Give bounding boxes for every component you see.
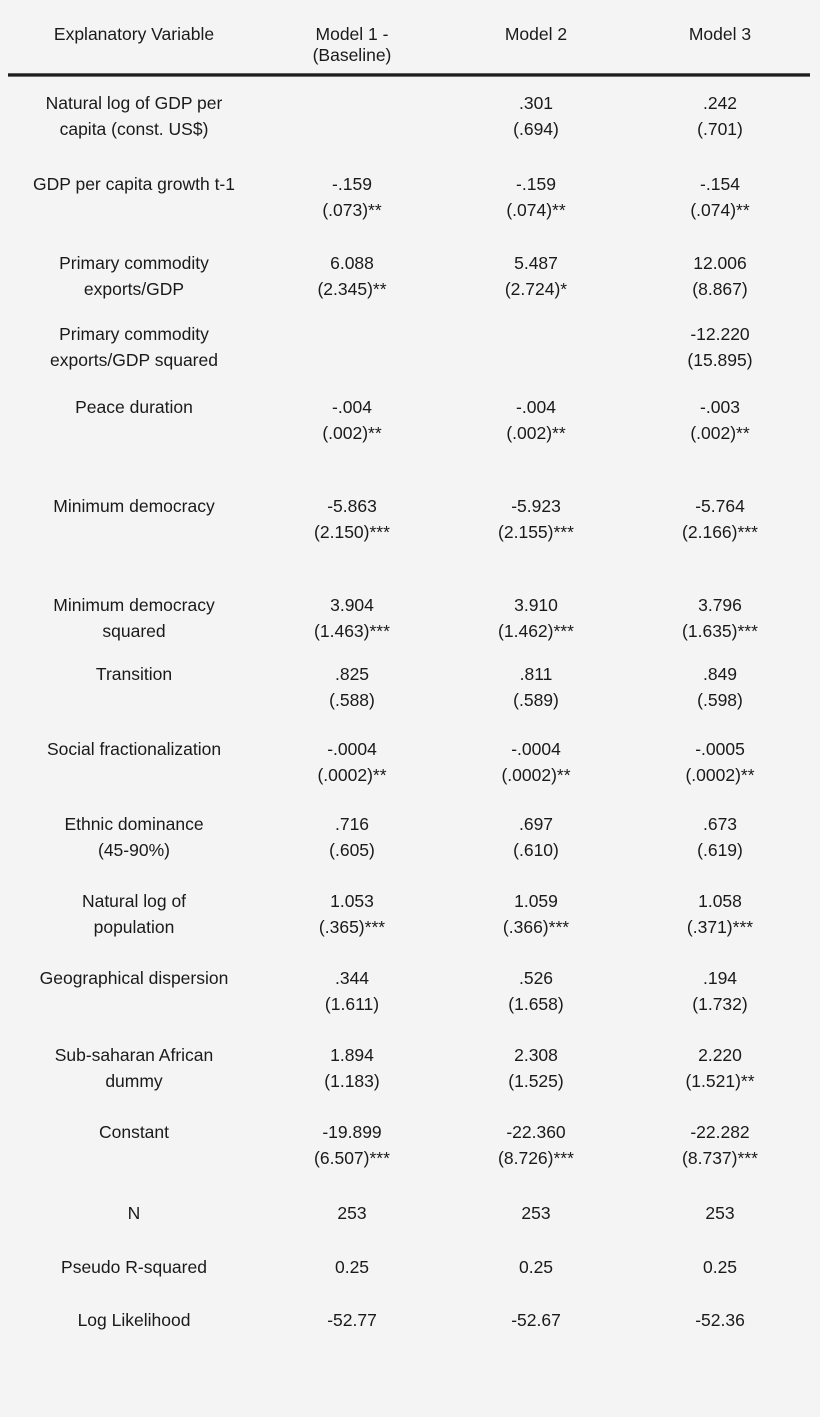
row-label-line1: Natural log of — [81, 891, 187, 911]
row-spacer — [8, 863, 812, 889]
coefficient-value: 1.059 — [514, 891, 558, 911]
cell-model3 — [628, 593, 812, 644]
row-label-line2: exports/GDP squared — [50, 349, 218, 370]
coefficient-value: 5.487 — [514, 253, 558, 273]
coefficient-value: 12.006 — [693, 253, 747, 273]
table-row — [8, 494, 812, 545]
row-spacer-cell — [8, 1094, 812, 1120]
column-header-model3 — [628, 0, 812, 72]
row-spacer — [8, 302, 812, 322]
coefficient-value: 6.088 — [330, 253, 374, 273]
cell-model1 — [260, 172, 444, 223]
cell-model1 — [260, 812, 444, 863]
row-label-line2: population — [93, 916, 175, 937]
coefficient-value: 1.053 — [330, 891, 374, 911]
standard-error-value: (.365)*** — [318, 916, 386, 937]
coefficient-value: -12.220 — [690, 324, 750, 344]
row-spacer-cell — [8, 713, 812, 737]
coefficient-value: -22.360 — [506, 1122, 566, 1142]
row-label-line1: Minimum democracy — [53, 496, 215, 516]
coefficient-value: -.0004 — [327, 739, 377, 759]
standard-error-value: (.619) — [697, 839, 743, 860]
table-row — [8, 1201, 812, 1227]
cell-model2 — [444, 1043, 628, 1094]
row-label — [8, 322, 260, 373]
row-label-line1: Transition — [95, 664, 173, 684]
coefficient-value: 3.910 — [514, 595, 558, 615]
row-label — [8, 91, 260, 142]
row-label — [8, 494, 260, 545]
cell-model1 — [260, 1255, 444, 1281]
row-spacer-cell — [8, 1171, 812, 1201]
row-label-line1: Constant — [98, 1122, 170, 1142]
row-spacer-cell — [8, 545, 812, 593]
cell-model2 — [444, 91, 628, 142]
row-label-line2: squared — [102, 620, 166, 641]
cell-model3 — [628, 1043, 812, 1094]
table-row — [8, 1043, 812, 1094]
coefficient-value: -.159 — [332, 174, 372, 194]
table-row — [8, 251, 812, 302]
row-spacer-cell — [8, 644, 812, 662]
row-spacer — [8, 373, 812, 395]
table-row — [8, 812, 812, 863]
table-row — [8, 966, 812, 1017]
cell-model3 — [628, 91, 812, 142]
standard-error-value: (.0002)** — [317, 764, 387, 785]
coefficient-value: .194 — [702, 968, 738, 988]
row-spacer — [8, 1094, 812, 1120]
cell-model2 — [444, 1201, 628, 1227]
coefficient-value: -.0004 — [511, 739, 561, 759]
coefficient-value: 3.904 — [330, 595, 374, 615]
coefficient-value: -19.899 — [322, 1122, 382, 1142]
coefficient-value: -.004 — [332, 397, 372, 417]
header-horizontal-rule — [8, 73, 810, 77]
standard-error-value: (.0002)** — [685, 764, 755, 785]
standard-error-value: (1.521)** — [685, 1070, 755, 1091]
row-label-line2: capita (const. US$) — [59, 118, 209, 139]
cell-model1 — [260, 1043, 444, 1094]
cell-model2 — [444, 737, 628, 788]
cell-model2 — [444, 889, 628, 940]
standard-error-value: (.002)** — [322, 422, 382, 443]
coefficient-value: 253 — [521, 1203, 551, 1223]
coefficient-value: -52.77 — [327, 1310, 377, 1330]
row-spacer-cell — [8, 863, 812, 889]
standard-error-value: (1.462)*** — [498, 620, 574, 641]
coefficient-value: -5.863 — [327, 496, 377, 516]
coefficient-value: .811 — [519, 664, 553, 684]
standard-error-value: (.701) — [697, 118, 743, 139]
row-label-line1: GDP per capita growth t-1 — [33, 174, 235, 194]
table-row — [8, 737, 812, 788]
row-label — [8, 1308, 260, 1334]
row-label — [8, 593, 260, 644]
standard-error-value: (.605) — [329, 839, 375, 860]
row-label-line1: Minimum democracy — [53, 595, 215, 615]
row-label-line1: Pseudo R-squared — [61, 1256, 207, 1277]
row-spacer — [8, 940, 812, 966]
coefficient-value: .344 — [334, 968, 370, 988]
cell-model1 — [260, 251, 444, 302]
cell-model1 — [260, 91, 444, 142]
cell-model2 — [444, 662, 628, 713]
row-label-line1: N — [127, 1203, 141, 1223]
coefficient-value: .849 — [702, 664, 738, 684]
coefficient-value: .673 — [702, 814, 738, 834]
cell-model3 — [628, 1201, 812, 1227]
row-label-line1: Natural log of GDP per — [45, 93, 223, 113]
row-spacer — [8, 77, 812, 91]
cell-model1 — [260, 322, 444, 373]
coefficient-value: .697 — [518, 814, 554, 834]
coefficient-value: 3.796 — [698, 595, 742, 615]
row-spacer — [8, 788, 812, 812]
standard-error-value: (.598) — [697, 689, 743, 710]
cell-model1 — [260, 593, 444, 644]
row-label — [8, 251, 260, 302]
standard-error-value: (1.183) — [324, 1070, 380, 1091]
coefficient-value: 0.25 — [518, 1256, 554, 1277]
standard-error-value: (.366)*** — [502, 916, 570, 937]
row-spacer — [8, 1280, 812, 1308]
column-header-model2 — [444, 0, 628, 72]
cell-model3 — [628, 251, 812, 302]
table-row — [8, 1308, 812, 1334]
cell-model2 — [444, 1255, 628, 1281]
column-header-model2-line1: Model 2 — [504, 24, 568, 44]
table-row — [8, 593, 812, 644]
row-label — [8, 1255, 260, 1281]
row-label-line2: (45-90%) — [98, 839, 170, 860]
standard-error-value: (2.150)*** — [314, 521, 390, 542]
standard-error-value: (.074)** — [690, 199, 750, 220]
coefficient-value: -52.36 — [695, 1310, 745, 1330]
standard-error-value: (8.867) — [692, 278, 748, 299]
cell-model1 — [260, 1120, 444, 1171]
row-label — [8, 395, 260, 446]
standard-error-value: (1.635)*** — [682, 620, 758, 641]
row-label — [8, 1201, 260, 1227]
coefficient-value: 2.220 — [698, 1045, 742, 1065]
row-label-line1: Primary commodity — [59, 324, 209, 344]
cell-model2 — [444, 812, 628, 863]
row-label-line1: Primary commodity — [59, 253, 209, 273]
cell-model3 — [628, 662, 812, 713]
row-label-line1: Geographical dispersion — [39, 968, 229, 988]
cell-model2 — [444, 593, 628, 644]
row-spacer-cell — [8, 77, 812, 91]
standard-error-value: (8.726)*** — [498, 1147, 574, 1168]
standard-error-value: (1.732) — [692, 993, 748, 1014]
standard-error-value: (.073)** — [322, 199, 382, 220]
cell-model2 — [444, 322, 628, 373]
cell-model1 — [260, 1308, 444, 1334]
standard-error-value: (15.895) — [687, 349, 753, 370]
cell-model2 — [444, 1120, 628, 1171]
coefficient-value: .825 — [334, 664, 370, 684]
row-spacer — [8, 1017, 812, 1043]
row-label-line2: dummy — [105, 1070, 163, 1091]
row-spacer-cell — [8, 1280, 812, 1308]
row-spacer — [8, 545, 812, 593]
standard-error-value: (.694) — [513, 118, 559, 139]
table-row — [8, 662, 812, 713]
standard-error-value: (2.166)*** — [682, 521, 758, 542]
row-spacer — [8, 142, 812, 172]
column-header-variable-label: Explanatory Variable — [53, 24, 215, 44]
standard-error-value: (.588) — [329, 689, 375, 710]
standard-error-value: (1.611) — [324, 993, 380, 1014]
coefficient-value: -5.923 — [511, 496, 561, 516]
cell-model2 — [444, 251, 628, 302]
coefficient-value: .526 — [518, 968, 554, 988]
standard-error-value: (.074)** — [506, 199, 566, 220]
row-spacer-cell — [8, 142, 812, 172]
row-spacer — [8, 223, 812, 251]
coefficient-value: 0.25 — [702, 1256, 738, 1277]
row-label-line1: Ethnic dominance — [64, 814, 204, 834]
standard-error-value: (.371)*** — [686, 916, 754, 937]
coefficient-value: -.0005 — [695, 739, 745, 759]
coefficient-value: -.003 — [700, 397, 740, 417]
cell-model3 — [628, 172, 812, 223]
cell-model2 — [444, 494, 628, 545]
cell-model1 — [260, 662, 444, 713]
table-header-row — [8, 0, 812, 72]
regression-results-table — [8, 0, 812, 1334]
row-label-line1: Log Likelihood — [77, 1310, 191, 1330]
cell-model3 — [628, 395, 812, 446]
coefficient-value: 1.894 — [330, 1045, 374, 1065]
standard-error-value: (.002)** — [690, 422, 750, 443]
coefficient-value: .242 — [702, 93, 738, 113]
table-header — [8, 0, 812, 77]
cell-model2 — [444, 1308, 628, 1334]
row-label — [8, 172, 260, 223]
row-spacer-cell — [8, 788, 812, 812]
standard-error-value: (.610) — [513, 839, 559, 860]
cell-model3 — [628, 737, 812, 788]
table-body — [8, 77, 812, 1334]
row-spacer-cell — [8, 1017, 812, 1043]
standard-error-value: (1.525) — [508, 1070, 564, 1091]
coefficient-value: -.004 — [516, 397, 556, 417]
standard-error-value: (1.463)*** — [314, 620, 390, 641]
standard-error-value: (2.724)* — [504, 278, 568, 299]
coefficient-value: .716 — [334, 814, 370, 834]
row-spacer-cell — [8, 1227, 812, 1255]
row-label — [8, 662, 260, 713]
coefficient-value: 2.308 — [514, 1045, 558, 1065]
cell-model1 — [260, 494, 444, 545]
row-label-line1: Social fractionalization — [46, 739, 222, 759]
column-header-model1-line1: Model 1 - — [315, 24, 389, 44]
cell-model3 — [628, 494, 812, 545]
row-label — [8, 889, 260, 940]
cell-model3 — [628, 966, 812, 1017]
cell-model2 — [444, 966, 628, 1017]
row-label — [8, 1120, 260, 1171]
standard-error-value: (1.658) — [508, 993, 564, 1014]
cell-model2 — [444, 172, 628, 223]
standard-error-value: (.589) — [513, 689, 559, 710]
row-spacer-cell — [8, 223, 812, 251]
coefficient-value: 1.058 — [698, 891, 742, 911]
column-header-model1-line2: (Baseline) — [312, 45, 392, 65]
row-spacer — [8, 1171, 812, 1201]
coefficient-value: -.154 — [700, 174, 740, 194]
row-spacer-cell — [8, 940, 812, 966]
standard-error-value: (2.345)** — [317, 278, 387, 299]
row-spacer — [8, 446, 812, 494]
row-spacer-cell — [8, 302, 812, 322]
standard-error-value: (.002)** — [506, 422, 566, 443]
cell-model1 — [260, 395, 444, 446]
row-label-line2: exports/GDP — [83, 278, 185, 299]
table-row — [8, 91, 812, 142]
cell-model1 — [260, 889, 444, 940]
cell-model1 — [260, 737, 444, 788]
row-label-line1: Sub-saharan African — [54, 1045, 214, 1065]
table-row — [8, 1255, 812, 1281]
cell-model3 — [628, 889, 812, 940]
row-spacer-cell — [8, 373, 812, 395]
row-label — [8, 737, 260, 788]
table-row — [8, 395, 812, 446]
standard-error-value: (8.737)*** — [682, 1147, 758, 1168]
row-label — [8, 966, 260, 1017]
row-spacer — [8, 713, 812, 737]
coefficient-value: -52.67 — [511, 1310, 561, 1330]
cell-model1 — [260, 966, 444, 1017]
row-label — [8, 1043, 260, 1094]
cell-model3 — [628, 1255, 812, 1281]
cell-model3 — [628, 812, 812, 863]
coefficient-value: 0.25 — [334, 1256, 370, 1277]
column-header-model1 — [260, 0, 444, 72]
coefficient-value: 253 — [705, 1203, 735, 1223]
cell-model2 — [444, 395, 628, 446]
row-label — [8, 812, 260, 863]
row-spacer-cell — [8, 446, 812, 494]
table-row — [8, 322, 812, 373]
standard-error-value: (.0002)** — [501, 764, 571, 785]
table-row — [8, 1120, 812, 1171]
coefficient-value: -.159 — [516, 174, 556, 194]
coefficient-value: .301 — [518, 93, 554, 113]
cell-model3 — [628, 1120, 812, 1171]
cell-model3 — [628, 1308, 812, 1334]
standard-error-value: (2.155)*** — [498, 521, 574, 542]
column-header-model3-line1: Model 3 — [688, 24, 752, 44]
coefficient-value: -5.764 — [695, 496, 745, 516]
row-spacer — [8, 644, 812, 662]
table-row — [8, 172, 812, 223]
cell-model3 — [628, 322, 812, 373]
coefficient-value: 253 — [337, 1203, 367, 1223]
row-label-line1: Peace duration — [75, 397, 193, 417]
coefficient-value: -22.282 — [690, 1122, 750, 1142]
standard-error-value: (6.507)*** — [314, 1147, 390, 1168]
column-header-variable — [8, 0, 260, 72]
table-row — [8, 889, 812, 940]
cell-model1 — [260, 1201, 444, 1227]
row-spacer — [8, 1227, 812, 1255]
